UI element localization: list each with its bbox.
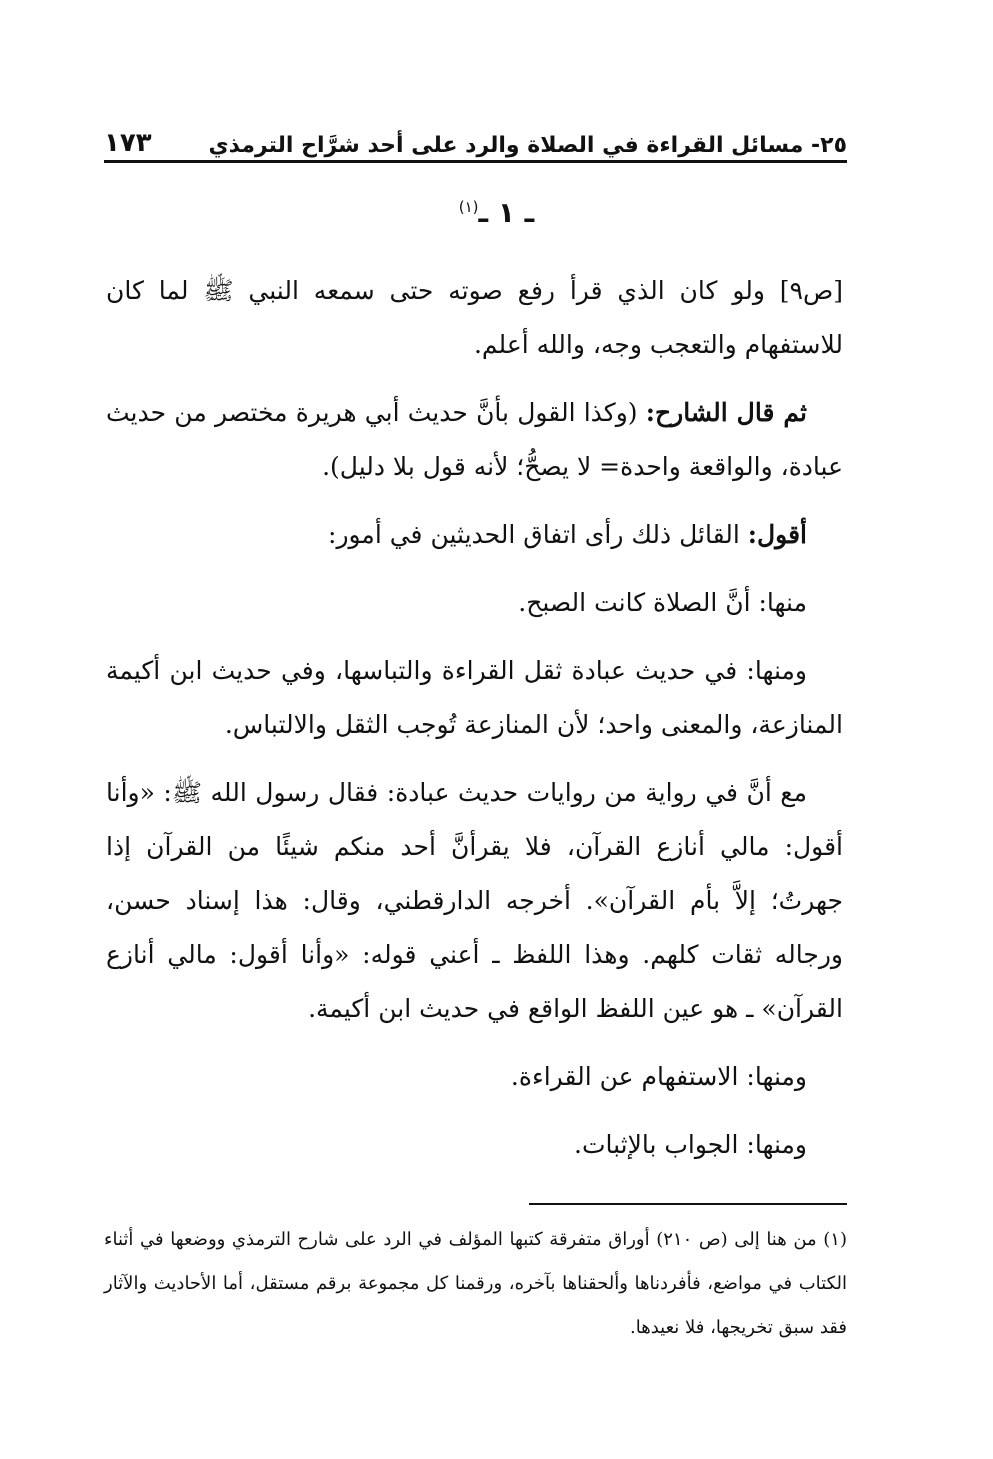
running-header [104,118,847,158]
chapter-title: ٢٥- مسائل القراءة في الصلاة والرد على أحد شرَّاح الترمذي [208,133,847,158]
main-text [106,264,843,1186]
paragraph [106,576,843,630]
paragraph [106,644,843,752]
footnote: (١) من هنا إلى (ص ٢١٠) أوراق متفرقة كتبها المؤلف في الرد على شارح الترمذي ووضعها في أثناء الكتاب في مواضع، فأفردناها وألحقناها بآخره، ورقمنا كل مجموعة برقم مستقل، أما الأحاديث والآثار فقد سبق تخريجها، فلا نعيدها. [104,1229,847,1338]
paragraph [106,264,843,372]
paragraph-text: [ص٩] ولو كان الذي قرأ رفع صوته حتى سمعه النبي ﷺ لما كان للاستفهام والتعجب وجه، والله أعلم. [106,276,843,359]
page-number: ١٧٣ [104,128,152,158]
paragraph-text: ومنها: الاستفهام عن القراءة. [510,1062,807,1091]
paragraph-text: القائل ذلك رأى اتفاق الحديثين في أمور: [328,520,748,549]
paragraph-text: مع أنَّ في رواية من روايات حديث عبادة: فقال رسول الله ﷺ: «وأنا أقول: مالي أنازع القرآن، فلا يقرأنَّ أحد منكم شيئًا من القرآن إذا جهرتُ؛ إلاَّ بأم القرآن». أخرجه الدارقطني، وقال: هذا إسناد حسن، ورجاله ثقات كلهم. وهذا اللفظ ـ أعني قوله: «وأنا أقول: مالي أنازع القرآن» ـ هو عين اللفظ الواقع في حديث ابن أكيمة. [106,778,843,1023]
header-rule [104,160,847,163]
footnote-reference: (١) [458,198,479,216]
paragraph [106,508,843,562]
footnote-separator [529,1203,847,1205]
paragraph-text: ومنها: في حديث عبادة ثقل القراءة والتباسها، وفي حديث ابن أكيمة المنازعة، والمعنى واحد؛ لأن المنازعة تُوجب الثقل والالتباس. [106,656,843,739]
section-marker [0,196,993,229]
paragraph [106,1050,843,1104]
paragraph [106,1118,843,1172]
section-number: ـ ١ ـ [478,196,535,229]
paragraph-text: (وكذا القول بأنَّ حديث أبي هريرة مختصر من حديث عبادة، والواقعة واحدة= لا يصحُّ؛ لأنه قول بلا دليل). [106,398,843,481]
paragraph-text: منها: أنَّ الصلاة كانت الصبح. [518,588,807,617]
paragraph-lead: أقول: [747,520,807,549]
paragraph [106,386,843,494]
paragraph [106,766,843,1036]
paragraph-lead: ثم قال الشارح: [645,398,807,427]
paragraph-text: ومنها: الجواب بالإثبات. [574,1130,807,1159]
